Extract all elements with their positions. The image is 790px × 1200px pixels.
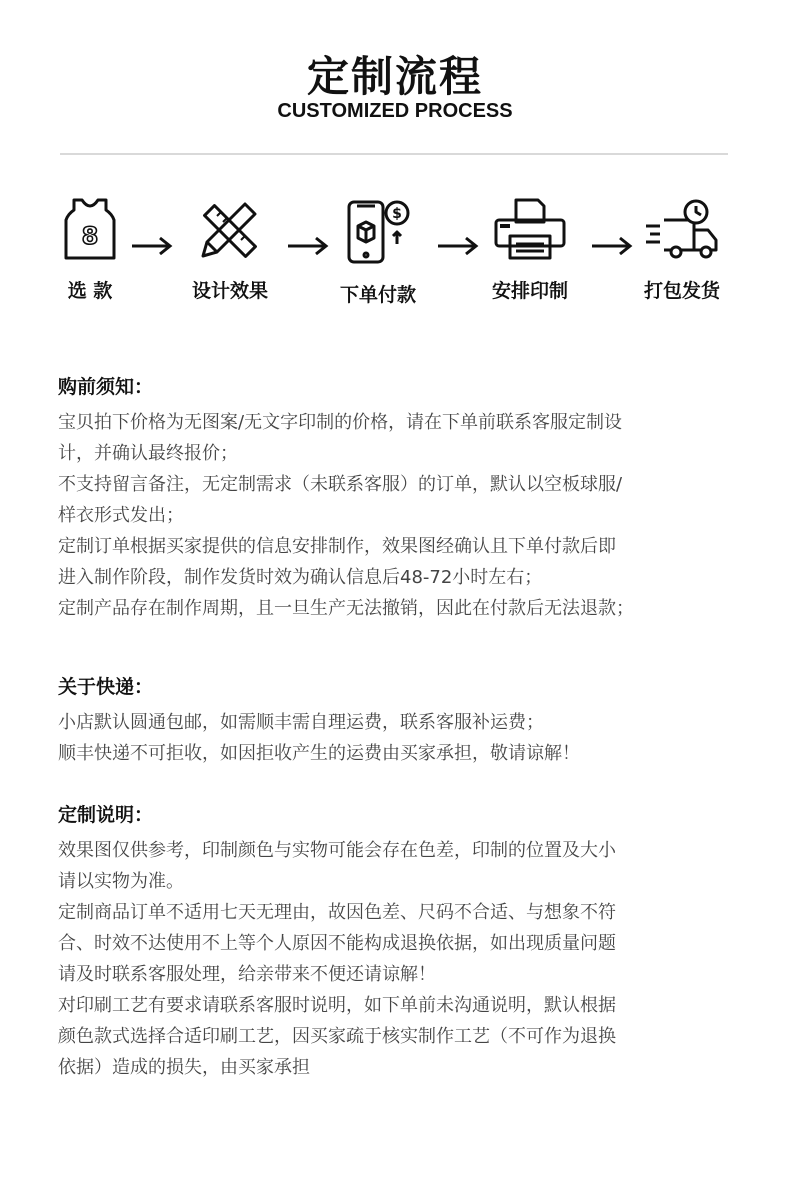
header-divider [60, 153, 728, 155]
custom-line: 效果图仅供参考，印制颜色与实物可能会存在色差，印制的位置及大小 [58, 840, 616, 861]
notice-line: 进入制作阶段，制作发货时效为确认信息后48-72小时左右； [58, 567, 543, 588]
shipping-title: 关于快递： [58, 676, 154, 698]
page-subtitle: CUSTOMIZED PROCESS [277, 100, 513, 122]
notice-section [58, 372, 738, 624]
arrow-right-icon [130, 236, 174, 256]
custom-title: 定制说明： [58, 804, 154, 826]
page-title: 定制流程 [306, 52, 483, 101]
notice-line: 宝贝拍下价格为无图案/无文字印制的价格，请在下单前联系客服定制设 [58, 412, 623, 433]
notice-line: 样衣形式发出； [58, 505, 184, 526]
svg-text:$: $ [392, 206, 402, 222]
custom-line: 依据）造成的损失，由买家承担 [58, 1057, 310, 1078]
custom-line: 颜色款式选择合适印刷工艺，因买家疏于核实制作工艺（不可作为退换 [58, 1026, 616, 1047]
custom-line: 对印刷工艺有要求请联系客服时说明，如下单前未沟通说明，默认根据 [58, 995, 616, 1016]
phone-payment-icon [343, 196, 413, 266]
notice-line: 不支持留言备注，无定制需求（未联系客服）的订单，默认以空板球服/ [58, 474, 623, 495]
step-label: 下单付款 [339, 284, 416, 306]
custom-line: 请以实物为准。 [58, 871, 184, 892]
step-design [170, 196, 290, 303]
printer-icon [492, 196, 568, 262]
notice-line: 定制订单根据买家提供的信息安排制作，效果图经确认且下单付款后即 [58, 536, 616, 557]
step-print [470, 196, 590, 303]
design-tools-icon [195, 196, 265, 262]
custom-section [58, 800, 738, 1083]
step-label: 安排印制 [491, 280, 568, 302]
process-steps [0, 196, 790, 326]
notice-line: 定制产品存在制作周期，且一旦生产无法撤销，因此在付款后无法退款； [58, 598, 634, 619]
notice-line: 计，并确认最终报价； [58, 443, 238, 464]
jersey-icon [60, 196, 120, 262]
notice-title: 购前须知： [58, 376, 154, 398]
custom-line: 合、时效不达使用不上等个人原因不能构成退换依据，如出现质量问题 [58, 933, 616, 954]
step-label: 设计效果 [191, 280, 268, 302]
step-label: 打包发货 [643, 280, 720, 302]
delivery-truck-icon [642, 196, 722, 262]
step-label: 选 款 [67, 280, 113, 302]
step-payment [318, 196, 438, 307]
shipping-line: 顺丰快递不可拒收，如因拒收产生的运费由买家承担，敬请谅解！ [58, 743, 580, 764]
shipping-section [58, 672, 738, 769]
svg-text:8: 8 [81, 222, 99, 250]
shipping-line: 小店默认圆通包邮，如需顺丰需自理运费，联系客服补运费； [58, 712, 544, 733]
custom-line: 定制商品订单不适用七天无理由，故因色差、尺码不合适、与想象不符 [58, 902, 616, 923]
step-ship [622, 196, 742, 303]
custom-line: 请及时联系客服处理，给亲带来不便还请谅解！ [58, 964, 436, 985]
